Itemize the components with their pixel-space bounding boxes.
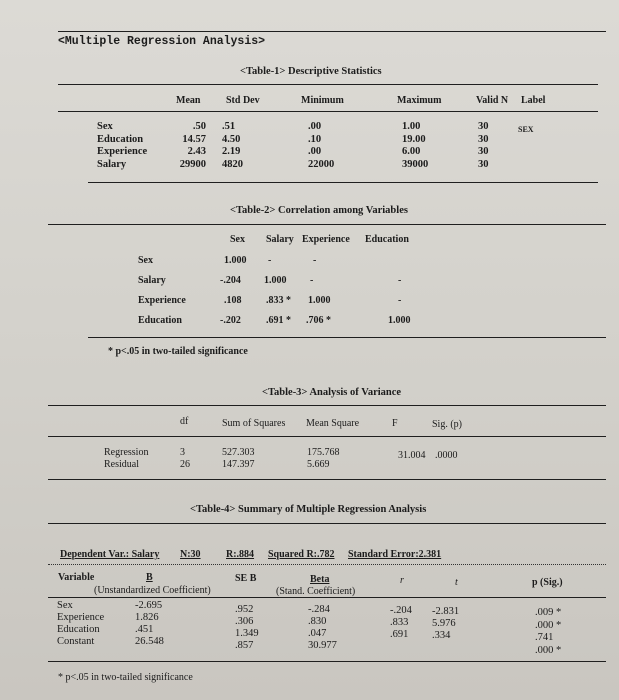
table1-cell: SEX bbox=[518, 125, 534, 134]
table4-cell: 30.977 bbox=[308, 640, 337, 651]
table1-row-name: Salary bbox=[97, 158, 127, 170]
table3-rule-mid bbox=[48, 436, 606, 437]
table3-cell: .0000 bbox=[435, 450, 458, 461]
table4-rule-bottom bbox=[48, 661, 606, 662]
table1-header-validn: Valid N bbox=[476, 95, 509, 106]
table4-rule-top bbox=[48, 523, 606, 524]
table3-header-sig: Sig. (p) bbox=[432, 419, 462, 430]
table4-rule-dotted bbox=[48, 564, 606, 565]
table4-col-beta bbox=[308, 604, 337, 652]
table4-header-b-sub: (Unstandardized Coefficient) bbox=[94, 585, 211, 596]
table4-header-p: p (Sig.) bbox=[532, 577, 563, 588]
table1-cell: 30 bbox=[478, 158, 489, 170]
table4-cell: .000 * bbox=[535, 644, 562, 656]
table1-col-n bbox=[478, 121, 489, 171]
table1-rule-mid bbox=[58, 111, 598, 112]
table2-cell: .691 * bbox=[266, 315, 291, 326]
table2-cell: - bbox=[398, 275, 402, 286]
table1-cell: 30 bbox=[478, 146, 489, 157]
table4-row-name: Experience bbox=[57, 612, 105, 623]
table4-cell: .857 bbox=[235, 640, 254, 651]
table4-cell: 5.976 bbox=[432, 618, 456, 629]
table4-n: N:30 bbox=[180, 549, 201, 560]
table2-header-sex: Sex bbox=[230, 234, 245, 245]
table1-col-min bbox=[308, 121, 334, 171]
table3-cell: 5.669 bbox=[307, 459, 330, 470]
table4-cell: .047 bbox=[308, 628, 327, 639]
table2-note: * p<.05 in two-tailed significance bbox=[108, 346, 248, 357]
table4-rule-mid bbox=[48, 597, 606, 598]
table4-r-squared: Squared R:.782 bbox=[268, 549, 335, 560]
table4-header-t: t bbox=[455, 577, 458, 588]
table2-row-education: Education bbox=[138, 315, 182, 326]
table4-cell: -2.831 bbox=[432, 606, 460, 617]
table2-header-salary: Salary bbox=[266, 234, 294, 245]
table1-col-max bbox=[402, 121, 428, 171]
table2-cell: .833 * bbox=[266, 295, 291, 306]
table4-row-name: Constant bbox=[57, 636, 95, 647]
table1-cell: 39000 bbox=[402, 158, 429, 170]
table4-title: <Table-4> Summary of Multiple Regression Analysis bbox=[190, 504, 427, 515]
table4-col-b bbox=[135, 600, 164, 648]
table4-cell: .952 bbox=[235, 604, 254, 615]
table2-cell: 1.000 bbox=[388, 315, 411, 326]
table2-rule-bottom bbox=[88, 337, 606, 338]
table4-note: * p<.05 in two-tailed significance bbox=[58, 672, 193, 683]
table1-col-mean bbox=[168, 121, 206, 171]
table4-cell: 1.826 bbox=[135, 612, 159, 623]
table3-header-f: F bbox=[392, 418, 398, 429]
table4-cell: .000 * bbox=[535, 619, 562, 631]
table1-cell: 4.50 bbox=[222, 133, 241, 145]
table4-standard-error: Standard Error:2.381 bbox=[348, 549, 442, 560]
table1-cell: .50 bbox=[192, 121, 206, 132]
table3-cell: 147.397 bbox=[222, 459, 255, 470]
table4-row-name: Sex bbox=[57, 600, 73, 611]
table3-row-name: Regression bbox=[104, 447, 149, 458]
table1-row-name: Sex bbox=[97, 121, 113, 132]
table4-row-name: Education bbox=[57, 624, 100, 635]
table4-cell: -2.695 bbox=[135, 600, 163, 611]
table1-cell: 4820 bbox=[222, 158, 243, 170]
table3-cell: 175.768 bbox=[307, 447, 340, 458]
table2-cell: -.204 bbox=[220, 275, 241, 286]
table2-cell: - bbox=[310, 275, 314, 286]
table1-cell: 14.57 bbox=[182, 133, 206, 145]
table2-cell: - bbox=[268, 255, 272, 266]
table1-title: <Table-1> Descriptive Statistics bbox=[240, 66, 382, 77]
table1-cell: 1.00 bbox=[402, 121, 421, 132]
table4-cell: -.284 bbox=[308, 604, 330, 615]
table2-title: <Table-2> Correlation among Variables bbox=[230, 205, 408, 216]
table4-col-p bbox=[535, 607, 561, 657]
table1-header-stddev: Std Dev bbox=[226, 95, 260, 106]
table3-cell: 26 bbox=[180, 459, 190, 470]
table4-cell: .451 bbox=[135, 624, 154, 635]
table4-header-seb: SE B bbox=[235, 573, 257, 584]
table4-header-beta: Beta bbox=[310, 574, 330, 585]
top-rule bbox=[58, 31, 606, 32]
table2-cell: 1.000 bbox=[308, 295, 331, 306]
table1-cell: .10 bbox=[308, 133, 322, 145]
table1-cell: 30 bbox=[478, 121, 489, 132]
table1-header-label: Label bbox=[521, 95, 546, 106]
table1-cell: 22000 bbox=[308, 158, 335, 170]
table2-header-experience: Experience bbox=[302, 234, 350, 245]
table1-row-name: Education bbox=[97, 133, 144, 145]
table1-rule-top bbox=[58, 84, 598, 85]
table4-cell: .009 * bbox=[535, 607, 562, 618]
table4-col-t bbox=[432, 606, 459, 642]
table3-cell: 3 bbox=[180, 447, 185, 458]
table1-row-name: Experience bbox=[97, 146, 148, 157]
table4-col-r bbox=[390, 605, 412, 641]
doc-title: <Multiple Regression Analysis> bbox=[58, 35, 266, 48]
table1-cell: .00 bbox=[308, 146, 322, 157]
table1-cell: 6.00 bbox=[402, 146, 421, 157]
table4-header-variable: Variable bbox=[58, 572, 95, 583]
table4-cell: .334 bbox=[432, 630, 451, 641]
table1-cell: 29900 bbox=[179, 158, 206, 170]
table3-rule-bottom bbox=[48, 479, 606, 480]
table2-header-education: Education bbox=[365, 234, 409, 245]
table4-cell: .741 bbox=[535, 632, 554, 643]
table3-header-ms: Mean Square bbox=[306, 418, 360, 429]
table4-cell: 26.548 bbox=[135, 636, 164, 647]
table3-header-ss: Sum of Squares bbox=[222, 418, 286, 429]
table1-cell: 2.43 bbox=[187, 146, 206, 157]
table2-cell: .706 * bbox=[306, 315, 331, 326]
table2-row-experience: Experience bbox=[138, 295, 186, 306]
table1-header-mean: Mean bbox=[176, 95, 201, 106]
table2-rule-top bbox=[48, 224, 606, 225]
table4-cell: 1.349 bbox=[235, 628, 259, 639]
table4-cell: .306 bbox=[235, 616, 254, 627]
table1-col-sd bbox=[222, 121, 243, 171]
table3-header-df: df bbox=[180, 416, 189, 427]
table3-row-name: Residual bbox=[104, 459, 139, 470]
table4-header-b: B bbox=[146, 572, 153, 583]
table1-rule-bottom bbox=[88, 182, 598, 183]
table1-col-label bbox=[518, 124, 534, 137]
table2-cell: 1.000 bbox=[224, 255, 247, 266]
table1-cell: 19.00 bbox=[402, 133, 426, 145]
table1-header-maximum: Maximum bbox=[397, 95, 442, 106]
table4-header-r: r bbox=[400, 575, 404, 586]
table3-cell: 527.303 bbox=[222, 447, 255, 458]
table4-cell: .691 bbox=[390, 629, 409, 640]
table3-rule-top bbox=[48, 405, 606, 406]
table1-header-minimum: Minimum bbox=[301, 95, 344, 106]
table1-col-names bbox=[97, 121, 147, 171]
table1-cell: 30 bbox=[478, 133, 489, 145]
table4-r: R:.884 bbox=[226, 549, 255, 560]
table2-row-sex: Sex bbox=[138, 255, 153, 266]
table2-cell: - bbox=[398, 295, 402, 306]
table2-cell: -.202 bbox=[220, 315, 241, 326]
table1-cell: .51 bbox=[222, 121, 236, 132]
table4-header-beta-sub: (Stand. Coefficient) bbox=[276, 586, 356, 597]
table3-cell: 31.004 bbox=[398, 450, 426, 461]
table1-cell: 2.19 bbox=[222, 146, 241, 157]
table4-cell: -.204 bbox=[390, 605, 412, 616]
table4-dependent: Dependent Var.: Salary bbox=[60, 549, 160, 560]
table4-cell: .830 bbox=[308, 616, 327, 627]
table4-col-seb bbox=[235, 604, 259, 652]
table2-cell: 1.000 bbox=[264, 275, 287, 286]
table4-cell: .833 bbox=[390, 617, 409, 628]
table2-row-salary: Salary bbox=[138, 275, 166, 286]
table1-cell: .00 bbox=[308, 121, 322, 132]
table2-cell: - bbox=[313, 255, 317, 266]
table4-col-names bbox=[57, 600, 104, 648]
table2-cell: .108 bbox=[224, 295, 242, 306]
table3-title: <Table-3> Analysis of Variance bbox=[262, 387, 402, 398]
